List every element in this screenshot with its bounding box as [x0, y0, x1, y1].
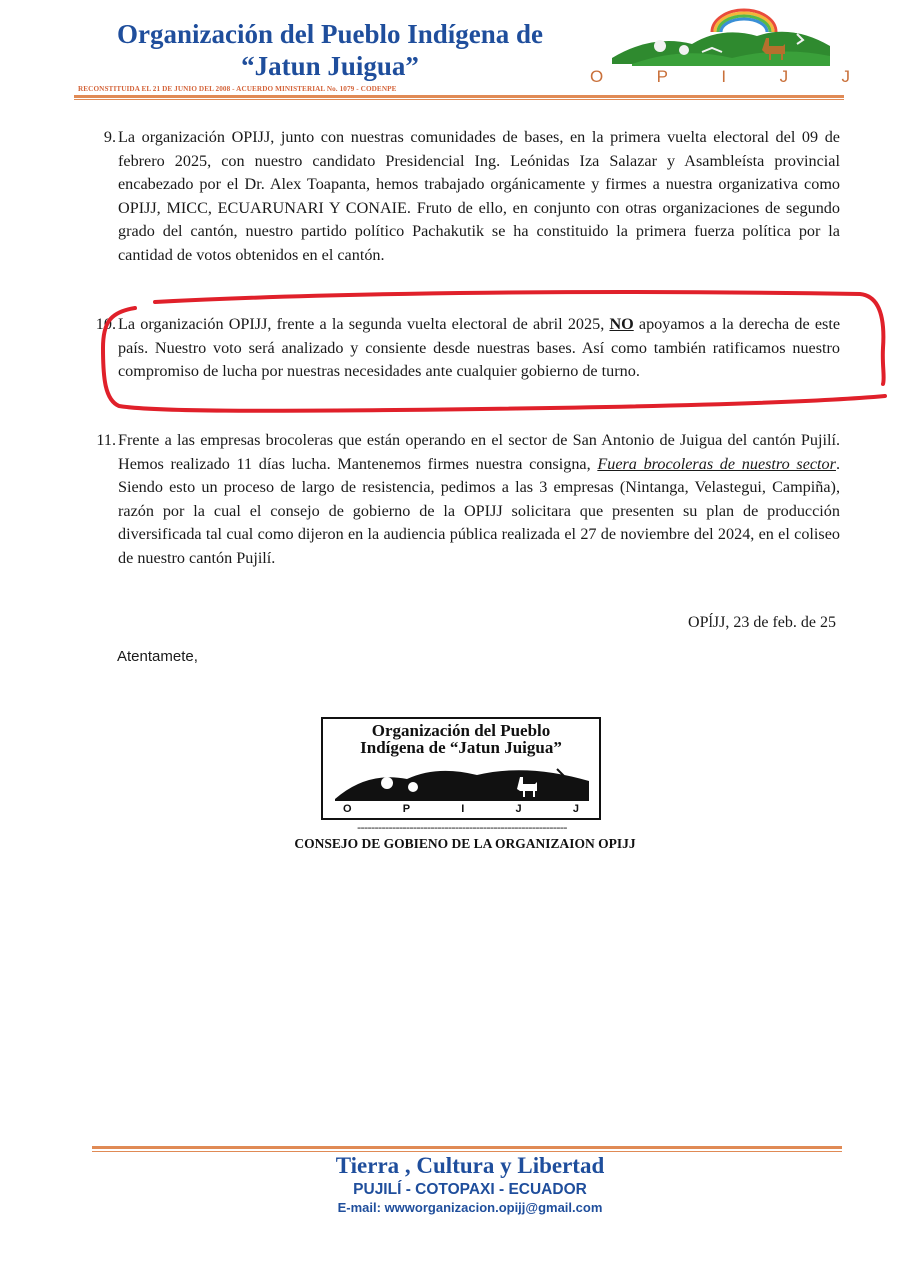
footer-rule-thin: [92, 1151, 842, 1152]
header-title-line1: Organización del Pueblo Indígena de: [116, 19, 544, 49]
logo-letter: O: [590, 67, 604, 86]
item-text-before: La organización OPIJJ, frente a la segunda vuelta electoral de abril 2025,: [118, 315, 610, 333]
red-highlight-annotation: [95, 288, 890, 428]
footer-motto: Tierra , Cultura y Libertad: [335, 1153, 605, 1178]
numbered-item-11: [96, 429, 840, 571]
logo-letter: P: [656, 67, 668, 86]
header-logo-letters: [590, 67, 850, 87]
item-text-after: . Siendo esto un proceso de largo de resistencia, pedimos a las 3 empresas (Nintanga, Velastegui, Campiña), razón por la cual el consejo de gobierno de la OPIJJ solicitara que presenten su plan de producción diversificada tal cual como dijeron en la audiencia pública realizada el 27 de noviembre del 2024, en el coliseo de nuestro cantón Pujilí.: [118, 454, 840, 567]
place-date: OPĺJJ, 23 de feb. de 25: [688, 614, 836, 631]
item-text-before: Frente a las empresas brocoleras que están operando en el sector de San Antonio de Juigua del cantón Pujilí. Hemos realizado 11 días lucha. Mantenemos firmes nuestra consigna,: [118, 431, 840, 473]
header-title-line2: “Jatun Juigua”: [241, 51, 419, 81]
item-text-emphasis: NO: [609, 315, 634, 333]
logo-letter: I: [721, 67, 727, 86]
signatory-council: CONSEJO DE GOBIENO DE LA ORGANIZAION OPIJJ: [294, 836, 636, 851]
header-tagline: RECONSTITUIDA EL 21 DE JUNIO DEL 2008 - ACUERDO MINISTERIAL No. 1079 - CODENPE: [78, 85, 397, 93]
stamp-letter: O: [343, 803, 352, 815]
footer-email: E-mail: wwworganizacion.opijj@gmail.com: [337, 1200, 603, 1215]
stamp-title: [323, 722, 599, 756]
item-text-emphasis: Fuera brocoleras de nuestro sector: [597, 454, 836, 473]
item-number: 11.: [96, 431, 116, 449]
stamp-letter: I: [461, 803, 465, 815]
stamp-letters: [343, 803, 579, 815]
stamp-logo-icon: [327, 759, 595, 801]
closing-salutation: Atentamete,: [117, 648, 198, 665]
item-number: 9.: [103, 128, 116, 146]
logo-letter: J: [779, 67, 789, 86]
item-number: 10.: [95, 315, 116, 333]
stamp-title-line1: Organización del Pueblo: [371, 721, 551, 740]
numbered-item-9: [103, 126, 840, 268]
item-text-after: apoyamos a la derecha de este país. Nuestro voto será analizado y consiente desde nuestras bases. Así como también ratificamos nuestro compromiso de lucha por nuestras necesidades ante cualquier gobierno de turno.: [118, 315, 841, 381]
footer-rule: [92, 1146, 842, 1149]
logo-letter: J: [841, 67, 850, 86]
header-title: [40, 18, 620, 82]
signature-line: ------------------------------------------------------------: [357, 820, 567, 834]
stamp-letter: J: [515, 803, 522, 815]
item-text: La organización OPIJJ, junto con nuestras comunidades de bases, en la primera vuelta electoral del 09 de febrero 2025, con nuestro candidato Presidencial Ing. Leónidas Iza Salazar y Asambleísta provincial encabezado por el Dr. Alex Toapanta, hemos trabajado orgánicamente y firmes a nuestra organizativa como OPIJJ, MICC, ECUARUNARI Y CONAIE. Fruto de ello, en conjunto con otras organizaciones de segundo grado del cantón, nuestro partido político Pachakutik se ha constituido la primera fuerza política por la cantidad de votos obtenidos en el cantón.: [118, 128, 840, 264]
stamp-letter: J: [572, 803, 579, 815]
opijj-logo-icon: [592, 6, 842, 102]
stamp-letter: P: [402, 803, 411, 815]
footer-location: PUJILÍ - COTOPAXI - ECUADOR: [353, 1181, 587, 1198]
organization-stamp: [321, 717, 601, 820]
stamp-title-line2: Indígena de “Jatun Juigua”: [360, 738, 562, 757]
